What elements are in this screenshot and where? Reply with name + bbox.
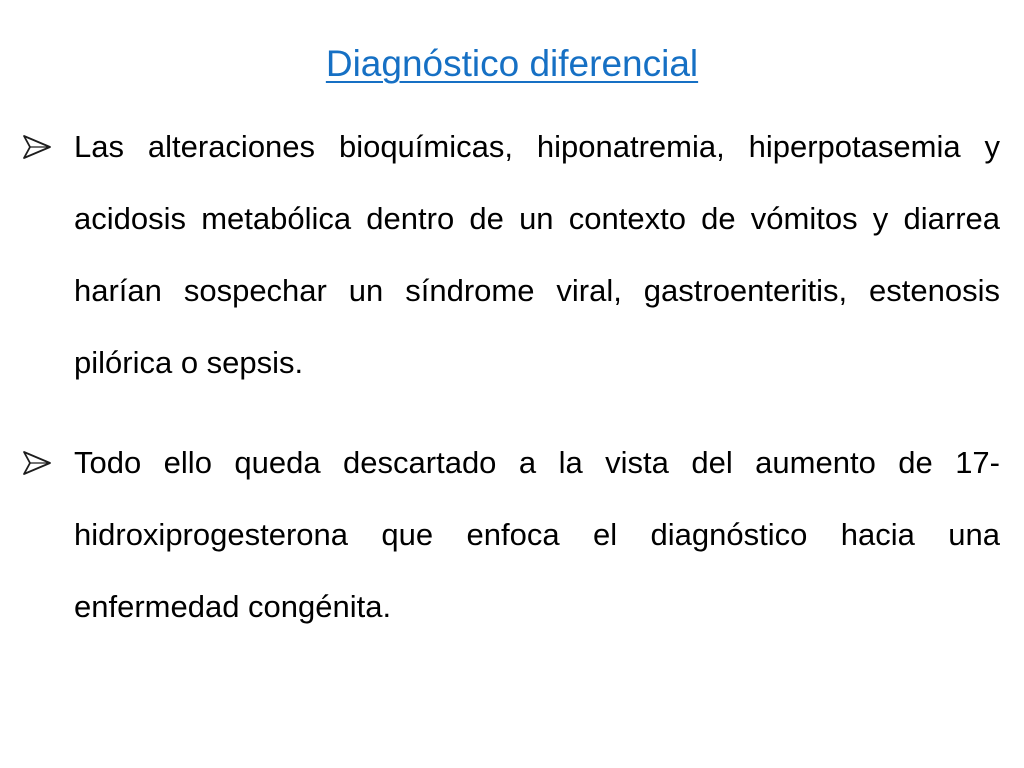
slide-title: Diagnóstico diferencial bbox=[325, 43, 699, 84]
bullet-item bbox=[22, 111, 1000, 399]
bullet-text: Las alteraciones bioquímicas, hiponatremia, hiperpotasemia y acidosis metabólica dentro de un contexto de vómitos y diarrea harían sospechar un síndrome viral, gastroenteritis, estenosis pilórica o sepsis. bbox=[74, 129, 1000, 380]
bullet-list bbox=[22, 111, 1000, 671]
arrowhead-bullet-icon bbox=[22, 427, 74, 499]
bullet-item bbox=[22, 427, 1000, 643]
bullet-text: Todo ello queda descartado a la vista del aumento de 17-hidroxiprogesterona que enfoca el diagnóstico hacia una enfermedad congénita. bbox=[74, 445, 1000, 624]
arrowhead-bullet-icon bbox=[22, 111, 74, 183]
